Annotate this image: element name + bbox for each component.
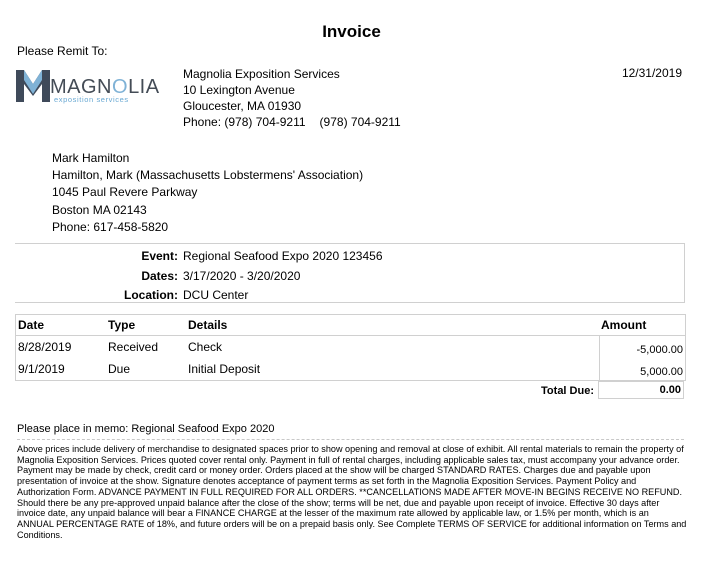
customer-phone: Phone: 617-458-5820 <box>52 219 169 234</box>
row-details: Check <box>188 340 223 354</box>
row-date: 9/1/2019 <box>18 362 65 376</box>
invoice-date: 12/31/2019 <box>621 66 682 80</box>
col-date: Date <box>16 315 106 336</box>
logo-wordmark: MAGNOLIA <box>50 76 160 98</box>
event-value: Regional Seafood Expo 2020 123456 <box>183 249 383 263</box>
company-phone: Phone: (978) 704-9211 <box>183 115 306 129</box>
memo-text: Please place in memo: Regional Seafood Expo 2020 <box>17 423 275 435</box>
customer-street: 1045 Paul Revere Parkway <box>52 185 198 200</box>
customer-city: Boston MA 02143 <box>52 202 147 217</box>
table-row <box>16 336 685 359</box>
dates-label: Dates: <box>141 268 178 283</box>
transactions-table <box>15 314 686 381</box>
divider <box>17 439 684 440</box>
row-type: Received <box>108 340 159 354</box>
terms-text: Above prices include delivery of merchandise to designated spaces prior to show opening and removal at close of exhibit. All rental materials to remain the property of Magnolia Exposition Services. Prices quoted cover rental only. Payment in full of rental charges, including applicable sales tax, must accompany your advance order. Payment may be made by check, credit card or money order. Orders placed at the show will be charged STANDARD RATES. Charges due and payable upon presentation of invoice at the show. Signature denotes acceptance of payment terms as set forth in the Magnolia Exposition Services. Payment Policy and Authorization Form. ADVANCE PAYMENT IN FULL REQUIRED FOR ALL ORDERS. **CANCELLATIONS MADE AFTER MOVE-IN BEGINS RECEIVE NO REFUND. Should there be any pre-approved unpaid balance after the close of the show; terms will be net, due and payable upon receipt of invoice. Effective 30 days after invoice date, any unpaid balance will bear a FINANCE CHARGE at the lesser of the maximum rate allowed by applicable law, or 1.5% per month, which is an ANNUAL PERCENTAGE RATE of 18%, and future orders will be on a prepaid basis only. See Complete TERMS OF SERVICE for additional information on Terms and Conditions. <box>17 444 687 540</box>
company-address <box>183 66 401 130</box>
row-date: 8/28/2019 <box>18 340 72 354</box>
event-labels <box>15 247 178 306</box>
customer-name: Mark Hamilton <box>52 151 130 165</box>
company-name: Magnolia Exposition Services <box>183 67 340 81</box>
magnolia-logo-mark <box>16 68 50 107</box>
company-address2: Gloucester, MA 01930 <box>183 99 302 113</box>
col-details: Details <box>186 315 599 336</box>
company-address1: 10 Lexington Avenue <box>183 83 295 97</box>
dates-value: 3/17/2020 - 3/20/2020 <box>183 268 301 283</box>
location-value: DCU Center <box>183 288 249 302</box>
row-type: Due <box>108 362 131 376</box>
col-type: Type <box>106 315 186 336</box>
row-details: Initial Deposit <box>188 362 261 376</box>
company-phones <box>183 114 401 130</box>
table-row <box>16 358 685 380</box>
logo-tagline: exposition services <box>54 95 129 104</box>
col-amount: Amount <box>599 315 685 336</box>
customer-address <box>52 150 363 236</box>
remit-label: Please Remit To: <box>17 44 108 58</box>
customer-org: Hamilton, Mark (Massachusetts Lobstermens' Association) <box>52 168 364 183</box>
table-header-row <box>16 315 685 336</box>
row-amount: -5,000.00 <box>599 336 685 359</box>
event-label: Event: <box>141 249 178 263</box>
row-amount: 5,000.00 <box>599 358 685 380</box>
total-due-label: Total Due: <box>541 385 594 397</box>
location-label: Location: <box>124 288 178 302</box>
event-values <box>183 247 383 306</box>
company-phone-2: (978) 704-9211 <box>319 115 401 129</box>
invoice-title: Invoice <box>322 22 381 41</box>
total-due-value: 0.00 <box>598 381 684 399</box>
